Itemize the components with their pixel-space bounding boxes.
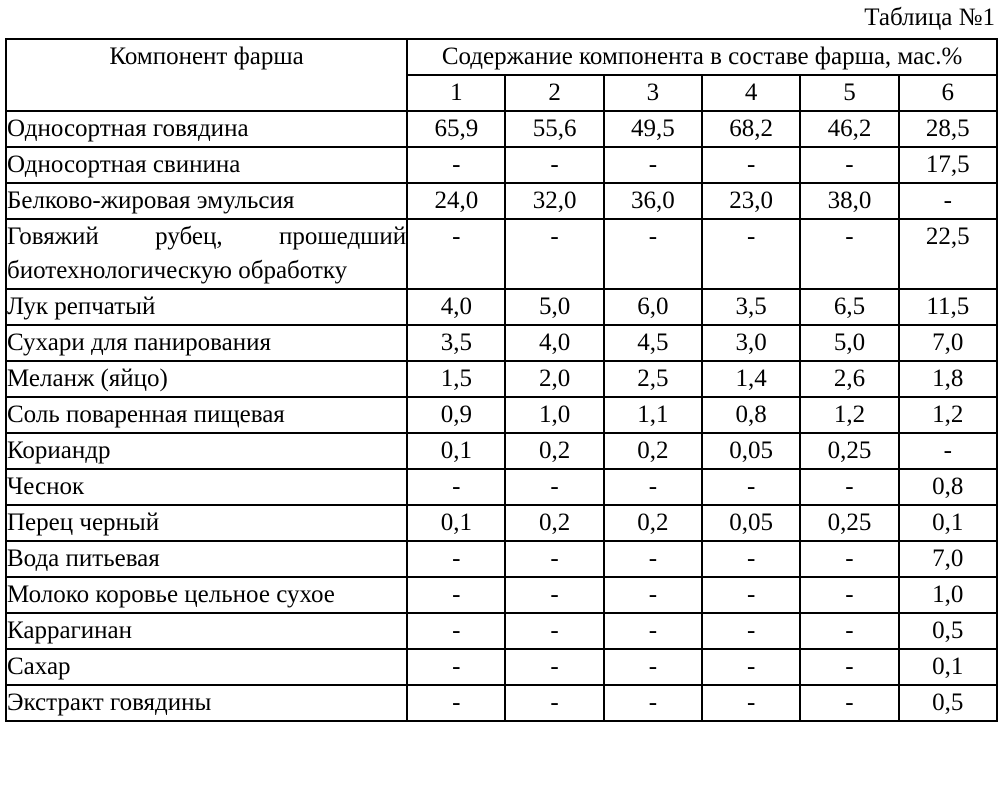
- value-cell-col-6: 1,0: [899, 577, 997, 613]
- value-cell-col-3: -: [604, 649, 702, 685]
- table-row: [6, 649, 997, 685]
- value-cell-col-5: 0,25: [800, 505, 898, 541]
- value-cell-col-1: 4,0: [407, 289, 505, 325]
- value-cell-col-3: 1,1: [604, 397, 702, 433]
- component-name: Односортная говядина: [6, 111, 407, 147]
- value-cell-col-6: 0,1: [899, 649, 997, 685]
- value-cell-col-6: 28,5: [899, 111, 997, 147]
- header-col-5: 5: [800, 75, 898, 111]
- component-name: Односортная свинина: [6, 147, 407, 183]
- table-caption: Таблица №1: [864, 4, 995, 31]
- component-name: Меланж (яйцо): [6, 361, 407, 397]
- component-name: Лук репчатый: [6, 289, 407, 325]
- component-name: Кориандр: [6, 433, 407, 469]
- value-cell-col-4: 0,05: [702, 505, 800, 541]
- value-cell-col-4: 68,2: [702, 111, 800, 147]
- value-cell-col-3: -: [604, 685, 702, 721]
- header-col-4: 4: [702, 75, 800, 111]
- value-cell-col-4: 3,5: [702, 289, 800, 325]
- table-row: [6, 219, 997, 289]
- value-cell-col-2: 5,0: [505, 289, 603, 325]
- component-name: Сухари для панирования: [6, 325, 407, 361]
- value-cell-col-6: 1,8: [899, 361, 997, 397]
- value-cell-col-6: 17,5: [899, 147, 997, 183]
- value-cell-col-2: 1,0: [505, 397, 603, 433]
- value-cell-col-4: -: [702, 613, 800, 649]
- value-cell-col-4: -: [702, 219, 800, 289]
- value-cell-col-6: 0,5: [899, 685, 997, 721]
- table-row: [6, 685, 997, 721]
- value-cell-col-1: -: [407, 577, 505, 613]
- value-cell-col-3: 36,0: [604, 183, 702, 219]
- value-cell-col-1: 24,0: [407, 183, 505, 219]
- value-cell-col-4: -: [702, 147, 800, 183]
- table-row: [6, 469, 997, 505]
- value-cell-col-4: 0,05: [702, 433, 800, 469]
- header-col-1: 1: [407, 75, 505, 111]
- value-cell-col-3: 6,0: [604, 289, 702, 325]
- value-cell-col-2: 32,0: [505, 183, 603, 219]
- value-cell-col-4: -: [702, 469, 800, 505]
- value-cell-col-2: -: [505, 649, 603, 685]
- value-cell-col-3: 2,5: [604, 361, 702, 397]
- value-cell-col-3: -: [604, 469, 702, 505]
- value-cell-col-2: -: [505, 613, 603, 649]
- value-cell-col-2: -: [505, 469, 603, 505]
- table-row: [6, 111, 997, 147]
- value-cell-col-4: -: [702, 685, 800, 721]
- value-cell-col-1: -: [407, 613, 505, 649]
- component-name: Вода питьевая: [6, 541, 407, 577]
- value-cell-col-5: -: [800, 649, 898, 685]
- header-content-group: Содержание компонента в составе фарша, мас.%: [407, 39, 997, 75]
- component-name: Чеснок: [6, 469, 407, 505]
- table-row: [6, 577, 997, 613]
- value-cell-col-5: 5,0: [800, 325, 898, 361]
- table-row: [6, 433, 997, 469]
- value-cell-col-4: 1,4: [702, 361, 800, 397]
- header-col-3: 3: [604, 75, 702, 111]
- value-cell-col-4: 3,0: [702, 325, 800, 361]
- value-cell-col-1: -: [407, 541, 505, 577]
- value-cell-col-4: -: [702, 649, 800, 685]
- value-cell-col-1: 3,5: [407, 325, 505, 361]
- value-cell-col-2: -: [505, 219, 603, 289]
- value-cell-col-3: 0,2: [604, 505, 702, 541]
- value-cell-col-5: -: [800, 469, 898, 505]
- table-row: [6, 147, 997, 183]
- value-cell-col-6: 22,5: [899, 219, 997, 289]
- value-cell-col-3: -: [604, 613, 702, 649]
- value-cell-col-5: -: [800, 219, 898, 289]
- value-cell-col-1: -: [407, 685, 505, 721]
- component-name: Соль поваренная пищевая: [6, 397, 407, 433]
- value-cell-col-3: -: [604, 147, 702, 183]
- value-cell-col-2: -: [505, 541, 603, 577]
- table-row: [6, 613, 997, 649]
- value-cell-col-1: -: [407, 147, 505, 183]
- value-cell-col-6: 7,0: [899, 541, 997, 577]
- value-cell-col-1: 0,1: [407, 505, 505, 541]
- value-cell-col-1: 0,1: [407, 433, 505, 469]
- table-row: [6, 183, 997, 219]
- value-cell-col-3: -: [604, 577, 702, 613]
- value-cell-col-5: -: [800, 685, 898, 721]
- value-cell-col-5: 6,5: [800, 289, 898, 325]
- header-col-6: 6: [899, 75, 997, 111]
- value-cell-col-6: 11,5: [899, 289, 997, 325]
- component-name: Сахар: [6, 649, 407, 685]
- value-cell-col-2: -: [505, 147, 603, 183]
- value-cell-col-5: -: [800, 541, 898, 577]
- value-cell-col-6: -: [899, 433, 997, 469]
- value-cell-col-4: 23,0: [702, 183, 800, 219]
- component-name: Экстракт говядины: [6, 685, 407, 721]
- value-cell-col-6: -: [899, 183, 997, 219]
- header-col-2: 2: [505, 75, 603, 111]
- component-name: Перец черный: [6, 505, 407, 541]
- table-body: [6, 111, 997, 721]
- component-name: Молоко коровье цельное сухое: [6, 577, 407, 613]
- value-cell-col-2: 4,0: [505, 325, 603, 361]
- value-cell-col-6: 0,1: [899, 505, 997, 541]
- header-row: [6, 39, 997, 75]
- value-cell-col-6: 0,8: [899, 469, 997, 505]
- value-cell-col-5: 0,25: [800, 433, 898, 469]
- component-name: Каррагинан: [6, 613, 407, 649]
- value-cell-col-1: -: [407, 649, 505, 685]
- table-row: [6, 541, 997, 577]
- value-cell-col-2: 2,0: [505, 361, 603, 397]
- value-cell-col-4: -: [702, 541, 800, 577]
- value-cell-col-5: -: [800, 577, 898, 613]
- value-cell-col-1: -: [407, 219, 505, 289]
- table-row: [6, 289, 997, 325]
- value-cell-col-2: -: [505, 577, 603, 613]
- value-cell-col-1: -: [407, 469, 505, 505]
- value-cell-col-4: 0,8: [702, 397, 800, 433]
- value-cell-col-5: -: [800, 147, 898, 183]
- header-component: Компонент фарша: [6, 39, 407, 111]
- table-row: [6, 505, 997, 541]
- value-cell-col-2: 0,2: [505, 505, 603, 541]
- value-cell-col-6: 7,0: [899, 325, 997, 361]
- value-cell-col-1: 1,5: [407, 361, 505, 397]
- value-cell-col-3: -: [604, 541, 702, 577]
- value-cell-col-1: 0,9: [407, 397, 505, 433]
- value-cell-col-5: 2,6: [800, 361, 898, 397]
- component-name: Говяжий рубец, прошедший биотехнологическую обработку: [6, 219, 407, 289]
- value-cell-col-5: 46,2: [800, 111, 898, 147]
- value-cell-col-1: 65,9: [407, 111, 505, 147]
- table-row: [6, 361, 997, 397]
- table-row: [6, 397, 997, 433]
- value-cell-col-2: 55,6: [505, 111, 603, 147]
- value-cell-col-3: 4,5: [604, 325, 702, 361]
- value-cell-col-3: -: [604, 219, 702, 289]
- value-cell-col-5: 1,2: [800, 397, 898, 433]
- table-row: [6, 325, 997, 361]
- value-cell-col-5: 38,0: [800, 183, 898, 219]
- value-cell-col-2: 0,2: [505, 433, 603, 469]
- value-cell-col-4: -: [702, 577, 800, 613]
- component-name: Белково-жировая эмульсия: [6, 183, 407, 219]
- value-cell-col-2: -: [505, 685, 603, 721]
- value-cell-col-5: -: [800, 613, 898, 649]
- value-cell-col-6: 0,5: [899, 613, 997, 649]
- composition-table: [5, 38, 998, 722]
- value-cell-col-3: 49,5: [604, 111, 702, 147]
- value-cell-col-6: 1,2: [899, 397, 997, 433]
- value-cell-col-3: 0,2: [604, 433, 702, 469]
